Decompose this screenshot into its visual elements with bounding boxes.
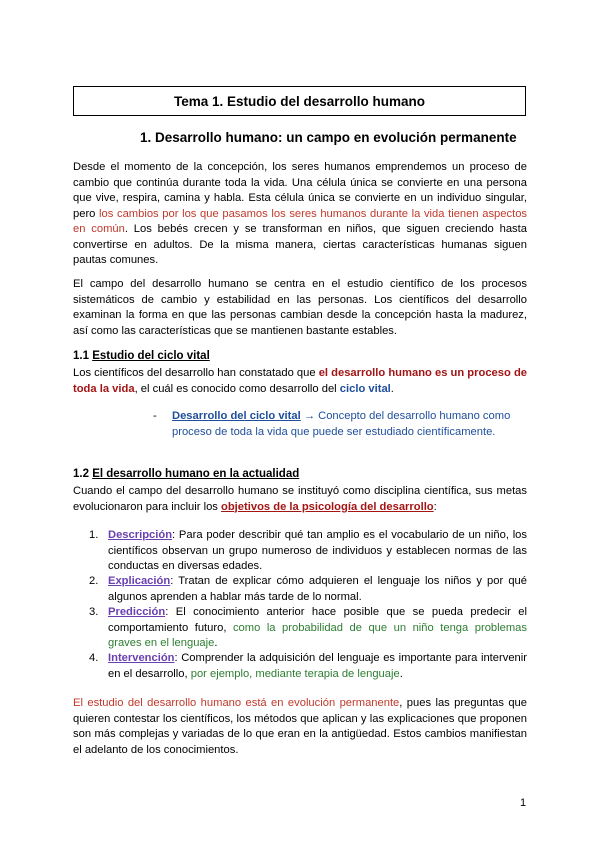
paragraph-field: El campo del desarrollo humano se centra en el estudio científico de los procesos sistemáticos de cambio y estabilidad en las personas. Los científicos del desarrollo examinan la forma en que las personas cambian desde la concepción hasta la madurez, así como las características que se mantienen bastante estables. xyxy=(73,278,527,337)
bullet-term: Desarrollo del ciclo vital xyxy=(172,410,301,422)
list-term: Intervención xyxy=(108,652,175,664)
highlight-darkred: el desarrollo humano es un proceso de toda la vida xyxy=(73,367,527,395)
bullet-dash: - xyxy=(153,410,157,422)
highlight-red: El estudio del desarrollo humano está en evolución permanente xyxy=(73,697,400,709)
paragraph-ciclo-vital: Los científicos del desarrollo han constatado que el desarrollo humano es un proceso de toda la vida, el cuál es conocido como desarrollo del ciclo vital. xyxy=(73,367,527,395)
list-item: Intervención: Comprender la adquisición del lenguaje es importante para intervenir en el desarrollo, por ejemplo, mediante terapia de lenguaje. xyxy=(108,652,527,680)
document-title xyxy=(73,86,526,116)
page-number: 1 xyxy=(520,797,527,809)
list-term: Explicación xyxy=(108,575,171,587)
subsection-heading-1-1: 1.1 Estudio del ciclo vital xyxy=(73,350,210,362)
list-number: 1. xyxy=(89,529,99,541)
list-item: Descripción: Para poder describir qué tan amplio es el vocabulario de un niño, los científicos observan un grupo numeroso de individuos y establecen normas de las conductas en diversas edades. xyxy=(108,529,527,572)
highlight-objetivos: objetivos de la psicología del desarrollo xyxy=(221,500,434,513)
list-number: 4. xyxy=(89,652,99,664)
section-heading: 1. Desarrollo humano: un campo en evolución permanente xyxy=(140,130,517,145)
title-text: Tema 1. Estudio del desarrollo humano xyxy=(173,93,426,109)
list-term: Descripción xyxy=(108,529,173,541)
list-term: Predicción xyxy=(108,606,166,618)
list-item: Predicción: El conocimiento anterior hace posible que se pueda predecir el comportamiento futuro, como la probabilidad de que un niño tenga problemas graves en el lenguaje. xyxy=(108,606,527,649)
bullet-definition: Desarrollo del ciclo vital → Concepto del desarrollo humano como proceso de toda la vida que puede ser estudiado científicamente. xyxy=(172,410,511,438)
paragraph-closing: El estudio del desarrollo humano está en evolución permanente, pues las preguntas que quieren contestar los científicos, los métodos que aplican y las explicaciones que proponen son más complejas y variadas de lo que eran en la antigüedad. Estos cambios manifiestan el adelanto de los conocimientos. xyxy=(73,697,527,756)
paragraph-actualidad: Cuando el campo del desarrollo humano se instituyó como disciplina científica, sus metas evolucionaron para incluir los objetivos de la psicología del desarrollo: xyxy=(73,485,527,513)
highlight-blue: ciclo vital xyxy=(339,382,391,395)
subsection-heading-1-2: 1.2 El desarrollo humano en la actualidad xyxy=(73,468,300,480)
list-number: 2. xyxy=(89,575,99,587)
highlight-green: como la probabilidad de que un niño tenga problemas graves en el lenguaje xyxy=(108,621,527,649)
list-item: Explicación: Tratan de explicar cómo adquieren el lenguaje los niños y por qué algunos aprenden a hablar más tarde de lo normal. xyxy=(108,575,527,603)
highlight-red: los cambios por los que pasamos los seres humanos durante la vida tienen aspectos en común xyxy=(73,207,528,235)
highlight-green: por ejemplo, mediante terapia de lenguaje xyxy=(190,667,400,680)
list-number: 3. xyxy=(89,606,99,618)
paragraph-intro: Desde el momento de la concepción, los seres humanos emprendemos un proceso de cambio que continúa durante toda la vida. Una célula única se convierte en una persona que vive, respira, camina y habla. Esta célula única se convierte en un individuo singular, pero los cambios por los que pasamos los seres humanos durante la vida tienen aspectos en común. Los bebés crecen y se transforman en niños, que siguen creciendo hasta convertirse en adultos. De la misma manera, ciertas características humanas siguen pautas comunes. xyxy=(73,161,528,266)
